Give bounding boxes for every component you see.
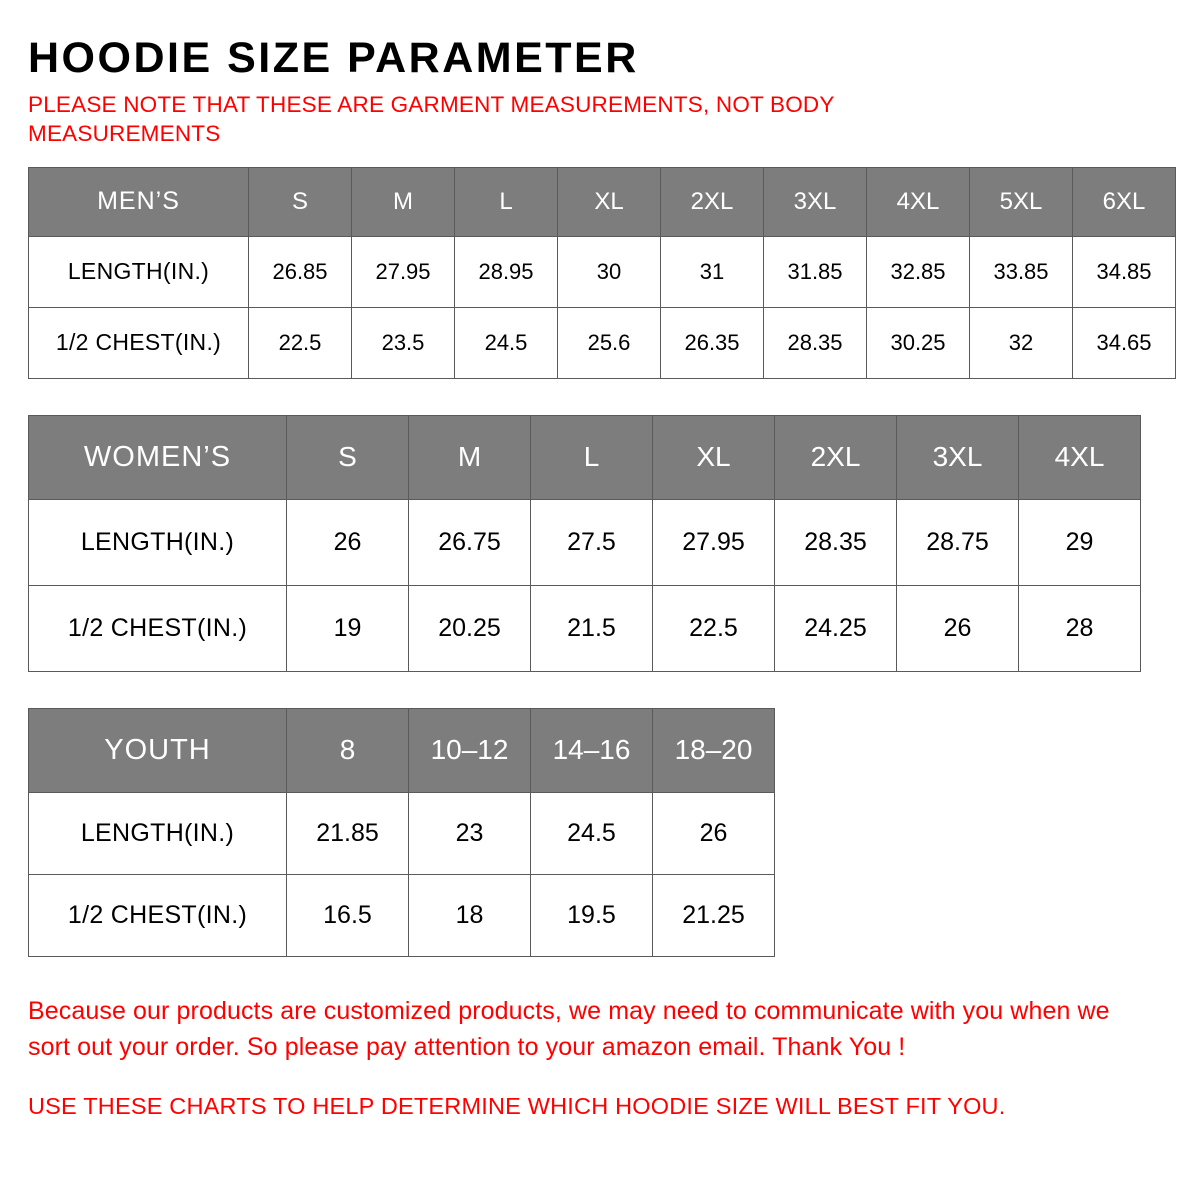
womens-size-table: [28, 415, 1141, 672]
youth-size-header: 18–20: [653, 708, 775, 792]
cell: 30: [558, 236, 661, 307]
womens-size-header: 3XL: [897, 415, 1019, 499]
youth-size-header: 10–12: [409, 708, 531, 792]
womens-corner-label: WOMEN’S: [29, 415, 287, 499]
cell: 28.35: [775, 499, 897, 585]
cell: 28.75: [897, 499, 1019, 585]
cell: 28.95: [455, 236, 558, 307]
youth-size-header: 8: [287, 708, 409, 792]
youth-size-table: [28, 708, 775, 957]
row-label: LENGTH(IN.): [29, 499, 287, 585]
table-header-row: [29, 415, 1141, 499]
cell: 32: [970, 307, 1073, 378]
womens-size-header: L: [531, 415, 653, 499]
table-row: [29, 585, 1141, 671]
cell: 27.95: [653, 499, 775, 585]
cell: 24.5: [531, 792, 653, 874]
mens-size-header: L: [455, 167, 558, 236]
cell: 19: [287, 585, 409, 671]
cell: 31.85: [764, 236, 867, 307]
cell: 28.35: [764, 307, 867, 378]
womens-size-header: M: [409, 415, 531, 499]
womens-size-header: 4XL: [1019, 415, 1141, 499]
mens-size-header: 6XL: [1073, 167, 1176, 236]
cell: 28: [1019, 585, 1141, 671]
cell: 21.5: [531, 585, 653, 671]
cell: 23: [409, 792, 531, 874]
measurement-note: PLEASE NOTE THAT THESE ARE GARMENT MEASUREMENTS, NOT BODY MEASUREMENTS: [28, 92, 835, 146]
cell: 24.5: [455, 307, 558, 378]
cell: 26: [287, 499, 409, 585]
cell: 21.25: [653, 874, 775, 956]
womens-size-header: XL: [653, 415, 775, 499]
cell: 26: [653, 792, 775, 874]
cell: 18: [409, 874, 531, 956]
footer-notes: [28, 993, 1148, 1124]
cell: 26.75: [409, 499, 531, 585]
row-label: 1/2 CHEST(IN.): [29, 874, 287, 956]
cell: 30.25: [867, 307, 970, 378]
mens-size-header: 5XL: [970, 167, 1073, 236]
row-label: LENGTH(IN.): [29, 792, 287, 874]
cell: 22.5: [249, 307, 352, 378]
cell: 27.5: [531, 499, 653, 585]
cell: 26.85: [249, 236, 352, 307]
cell: 25.6: [558, 307, 661, 378]
cell: 29: [1019, 499, 1141, 585]
cell: 21.85: [287, 792, 409, 874]
cell: 31: [661, 236, 764, 307]
cell: 33.85: [970, 236, 1073, 307]
youth-size-header: 14–16: [531, 708, 653, 792]
cell: 19.5: [531, 874, 653, 956]
cell: 34.65: [1073, 307, 1176, 378]
youth-corner-label: YOUTH: [29, 708, 287, 792]
mens-size-table: [28, 167, 1176, 379]
row-label: LENGTH(IN.): [29, 236, 249, 307]
table-row: [29, 236, 1176, 307]
footer-paragraph-usage: USE THESE CHARTS TO HELP DETERMINE WHICH HOODIE SIZE WILL BEST FIT YOU.: [28, 1093, 1006, 1120]
page-title: HOODIE SIZE PARAMETER: [28, 34, 639, 82]
womens-size-header: S: [287, 415, 409, 499]
table-row: [29, 874, 775, 956]
mens-size-header: 2XL: [661, 167, 764, 236]
row-label: 1/2 CHEST(IN.): [29, 307, 249, 378]
table-header-row: [29, 167, 1176, 236]
table-row: [29, 307, 1176, 378]
table-header-row: [29, 708, 775, 792]
cell: 24.25: [775, 585, 897, 671]
table-row: [29, 499, 1141, 585]
womens-size-header: 2XL: [775, 415, 897, 499]
cell: 22.5: [653, 585, 775, 671]
mens-size-header: 4XL: [867, 167, 970, 236]
cell: 34.85: [1073, 236, 1176, 307]
mens-size-header: XL: [558, 167, 661, 236]
cell: 26: [897, 585, 1019, 671]
mens-size-header: M: [352, 167, 455, 236]
cell: 26.35: [661, 307, 764, 378]
table-row: [29, 792, 775, 874]
cell: 32.85: [867, 236, 970, 307]
cell: 23.5: [352, 307, 455, 378]
mens-size-header: S: [249, 167, 352, 236]
row-label: 1/2 CHEST(IN.): [29, 585, 287, 671]
cell: 20.25: [409, 585, 531, 671]
footer-paragraph-customization: Because our products are customized products, we may need to communicate with you when we sort out your order. So please pay attention to your amazon email. Thank You !: [28, 996, 1110, 1061]
mens-size-header: 3XL: [764, 167, 867, 236]
cell: 16.5: [287, 874, 409, 956]
mens-corner-label: MEN’S: [29, 167, 249, 236]
cell: 27.95: [352, 236, 455, 307]
